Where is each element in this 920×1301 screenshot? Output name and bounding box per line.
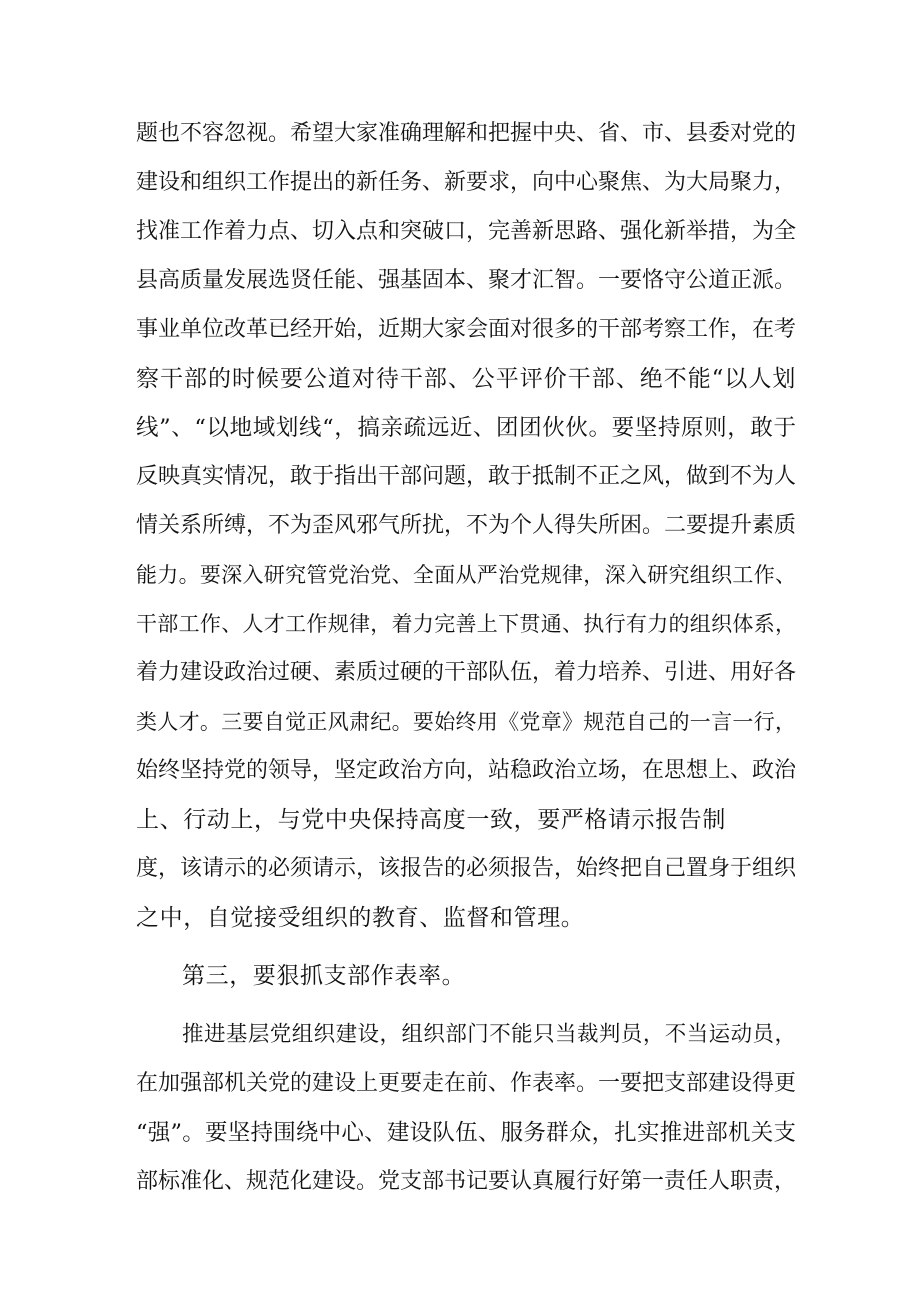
section-heading-third: 第三，要狠抓支部作表率。 (182, 963, 466, 989)
paragraph1-line-9: 情关系所缚，不为歪风邪气所扰，不为个人得失所困。二要提升素质 (136, 513, 797, 538)
paragraph1-line-6: 察干部的时候要公道对待干部、公平评价干部、绝不能“以人划 (136, 366, 796, 392)
paragraph1-line-15: 上、行动上，与党中央保持高度一致，要严格请示报告制 (136, 807, 726, 833)
paragraph1-line-3: 找准工作着力点、切入点和突破口，完善新思路、强化新举措，为全 (136, 219, 797, 244)
paragraph1-line-11: 干部工作、人才工作规律，着力完善上下贯通、执行有力的组织体系， (136, 612, 796, 636)
paragraph2-line-4: 部标准化、规范化建设。党支部书记要认真履行好第一责任人职责， (136, 1169, 797, 1194)
paragraph2-line-3: “强”。要坚持围绕中心、建设队伍、服务群众，扎实推进部机关支 (136, 1120, 796, 1146)
paragraph1-line-5: 事业单位改革已经开始，近期大家会面对很多的干部考察工作，在考 (136, 317, 797, 342)
paragraph1-line-13: 类人才。三要自觉正风肃纪。要始终用《党章》规范自己的一言一行， (136, 710, 796, 734)
paragraph1-line-10: 能力。要深入研究管党治党、全面从严治党规律，深入研究组织工作、 (136, 563, 796, 587)
paragraph1-line-7: 线”、“以地域划线“，搞亲疏远近、团团伙伙。要坚持原则，敢于 (136, 415, 796, 441)
paragraph1-line-8: 反映真实情况，敢于指出干部问题，敢于抵制不正之风，做到不为人 (136, 464, 797, 489)
paragraph1-line-2: 建设和组织工作提出的新任务、新要求，向中心聚焦、为大局聚力， (136, 170, 797, 195)
paragraph2-line-2: 在加强部机关党的建设上更要走在前、作表率。一要把支部建设得更 (136, 1071, 797, 1096)
paragraph1-line-17: 之中，自觉接受组织的教育、监督和管理。 (136, 905, 585, 931)
paragraph1-line-4: 县高质量发展选贤任能、强基固本、聚才汇智。一要恪守公道正派。 (136, 268, 797, 293)
paragraph1-line-1: 题也不容忽视。希望大家准确理解和把握中央、省、市、县委对党的 (136, 121, 797, 146)
paragraph1-line-14: 始终坚持党的领导，坚定政治方向，站稳政治立场，在思想上、政治 (136, 758, 797, 783)
paragraph1-line-12: 着力建设政治过硬、素质过硬的干部队伍，着力培养、引进、用好各 (136, 660, 797, 685)
paragraph2-line-1: 推进基层党组织建设，组织部门不能只当裁判员，不当运动员， (182, 1022, 796, 1047)
paragraph1-line-16: 度，该请示的必须请示，该报告的必须报告，始终把自己置身于组织 (136, 856, 797, 881)
